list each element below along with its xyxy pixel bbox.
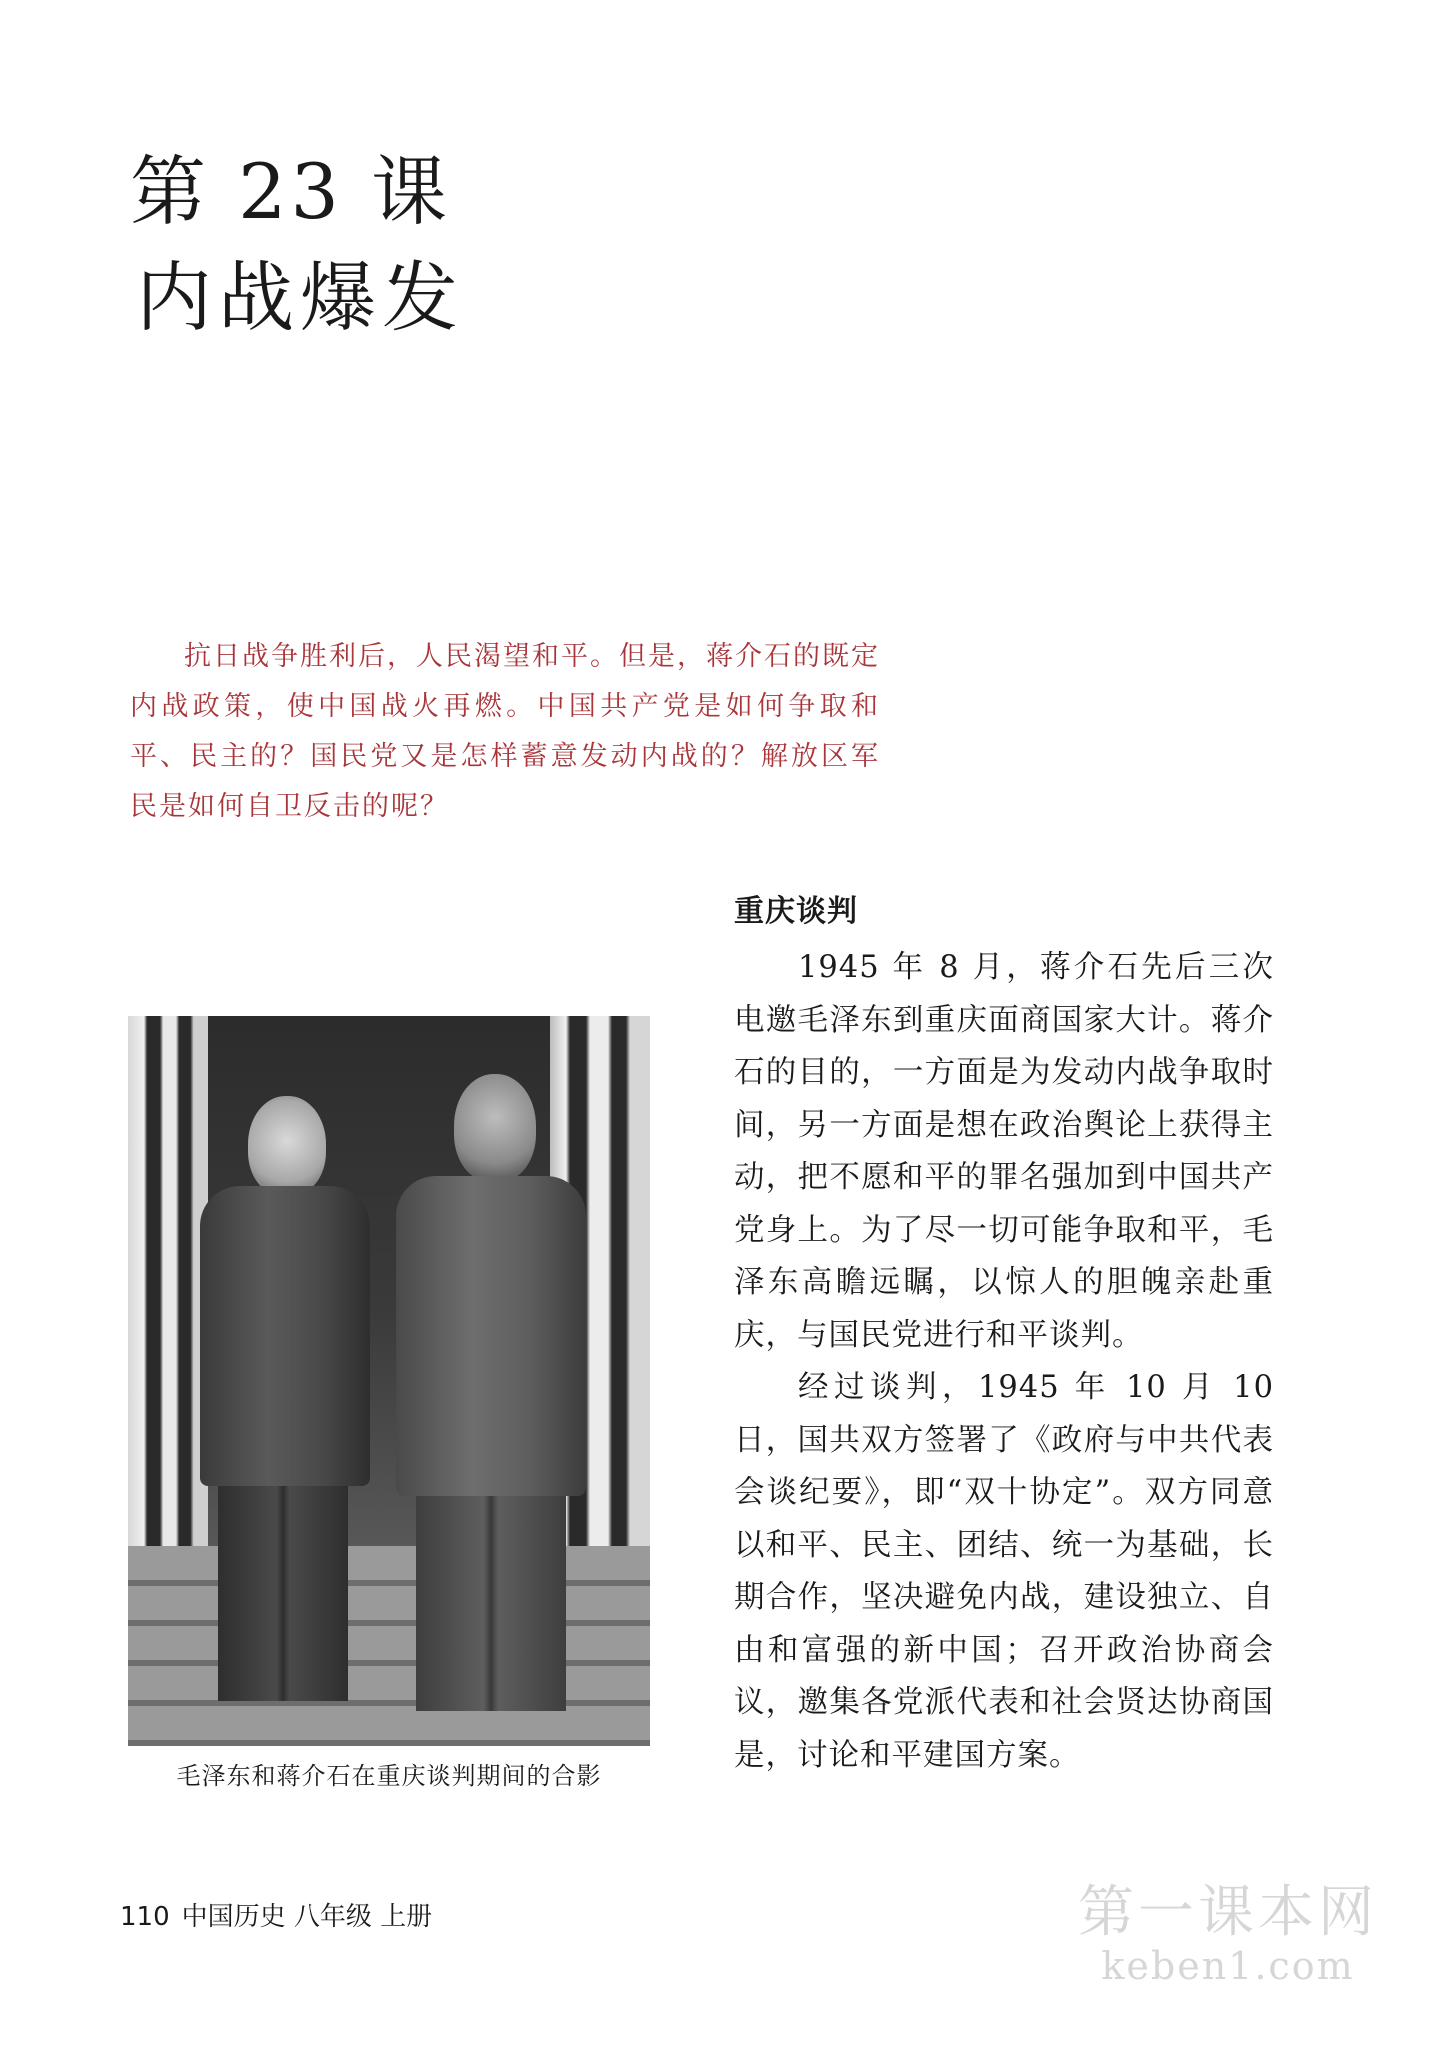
watermark	[1078, 1882, 1378, 1989]
intro-paragraph: 抗日战争胜利后，人民渴望和平。但是，蒋介石的既定内战政策，使中国战火再燃。中国共产党是如何争取和平、民主的？国民党又是怎样蓄意发动内战的？解放区军民是如何自卫反击的呢？	[130, 641, 880, 822]
lesson-number: 第 23 课	[130, 147, 452, 236]
photo-figure	[128, 1016, 650, 1791]
historical-photo	[128, 1016, 650, 1746]
photo-steps	[128, 1546, 650, 1746]
section-heading: 重庆谈判	[734, 894, 858, 929]
watermark-url: keben1.com	[1101, 1943, 1355, 1988]
section-paragraph: 经过谈判，1945 年 10 月 10 日，国共双方签署了《政府与中共代表会谈纪要》，即“双十协定”。双方同意以和平、民主、团结、统一为基础，长期合作，坚决避免内战，建设独立、自由和富强的新中国；召开政治协商会议，邀集各党派代表和社会贤达协商国是，讨论和平建国方案。	[734, 1370, 1274, 1773]
page-number: 110	[120, 1902, 170, 1932]
book-title: 中国历史 八年级 上册	[181, 1902, 433, 1932]
photo-caption: 毛泽东和蒋介石在重庆谈判期间的合影	[176, 1762, 602, 1790]
section-paragraph: 1945 年 8 月，蒋介石先后三次电邀毛泽东到重庆面商国家大计。蒋介石的目的，一方面是为发动内战争取时间，另一方面是想在政治舆论上获得主动，把不愿和平的罪名强加到中国共产党身上。为了尽一切可能争取和平，毛泽东高瞻远瞩，以惊人的胆魄亲赴重庆，与国民党进行和平谈判。	[734, 950, 1274, 1353]
page-footer	[120, 1896, 432, 1933]
watermark-name: 第一课本网	[1078, 1880, 1378, 1945]
section-chongqing-negotiation	[734, 890, 1274, 1782]
photo-pillar-left	[128, 1016, 208, 1556]
lesson-title: 内战爆发	[136, 253, 464, 342]
